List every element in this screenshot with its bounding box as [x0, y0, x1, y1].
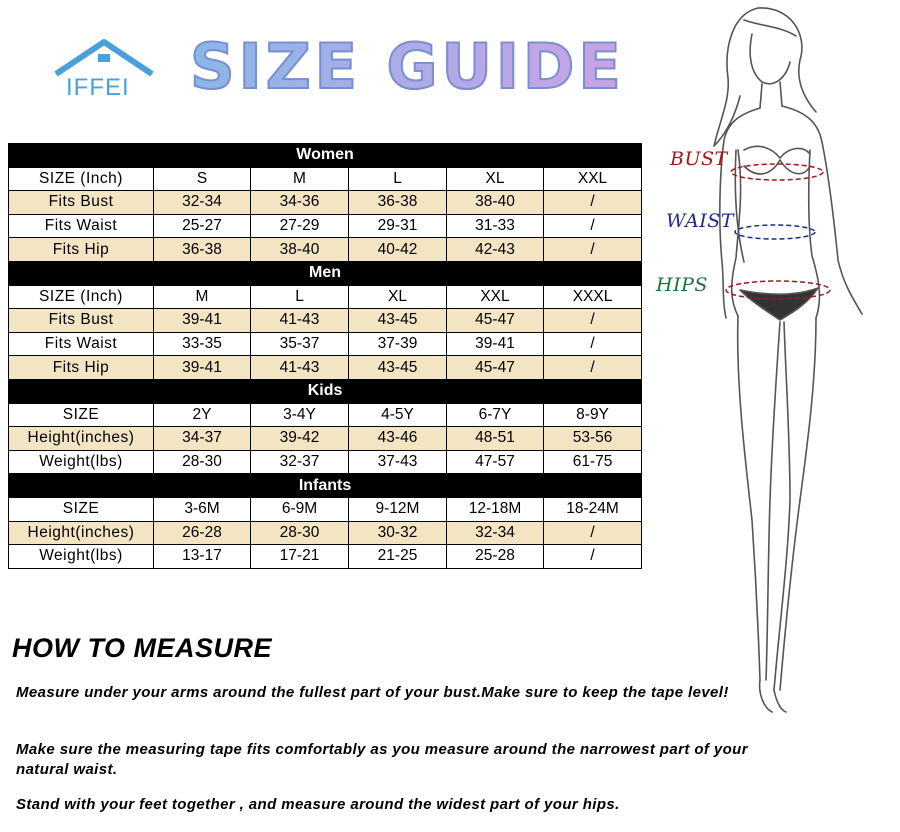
row-label: Height(inches): [9, 427, 154, 451]
table-cell: 39-41: [154, 356, 251, 380]
header-cell: SIZE (Inch): [9, 167, 154, 191]
table-header-row: [9, 497, 642, 521]
table-cell: 29-31: [349, 214, 447, 238]
header-cell: 9-12M: [349, 497, 447, 521]
table-cell: 35-37: [251, 332, 349, 356]
row-label: Fits Bust: [9, 191, 154, 215]
table-cell: 28-30: [154, 450, 251, 474]
table-cell: 53-56: [544, 427, 642, 451]
header-cell: SIZE: [9, 497, 154, 521]
header-cell: 6-7Y: [447, 403, 544, 427]
brand-name: IFFEI: [66, 74, 130, 101]
table-cell: 38-40: [251, 238, 349, 262]
section-header-women: [9, 144, 642, 168]
table-row: [9, 356, 642, 380]
hips-label: HIPS: [656, 274, 708, 296]
header-cell: 3-4Y: [251, 403, 349, 427]
table-header-row: [9, 285, 642, 309]
table-cell: 21-25: [349, 545, 447, 569]
table-cell: /: [544, 309, 642, 333]
table-cell: 32-37: [251, 450, 349, 474]
section-header-kids: [9, 379, 642, 403]
header-cell: L: [349, 167, 447, 191]
bust-label: BUST: [670, 148, 728, 170]
table-cell: 39-41: [154, 309, 251, 333]
table-cell: 34-36: [251, 191, 349, 215]
header-cell: M: [251, 167, 349, 191]
header-cell: 2Y: [154, 403, 251, 427]
table-cell: 41-43: [251, 309, 349, 333]
header-cell: 12-18M: [447, 497, 544, 521]
table-cell: 48-51: [447, 427, 544, 451]
table-row: [9, 332, 642, 356]
table-cell: 28-30: [251, 521, 349, 545]
header-cell: XL: [447, 167, 544, 191]
table-cell: /: [544, 191, 642, 215]
table-row: [9, 309, 642, 333]
table-cell: 39-42: [251, 427, 349, 451]
header-cell: 6-9M: [251, 497, 349, 521]
table-cell: 27-29: [251, 214, 349, 238]
row-label: Fits Bust: [9, 309, 154, 333]
table-cell: /: [544, 332, 642, 356]
table-cell: 32-34: [447, 521, 544, 545]
table-cell: /: [544, 214, 642, 238]
section-header-infants: [9, 474, 642, 498]
section-header-men: [9, 261, 642, 285]
table-cell: /: [544, 238, 642, 262]
bust-instruction: Measure under your arms around the fullest part of your bust.Make sure to keep the tape level!: [16, 684, 729, 701]
table-cell: 31-33: [447, 214, 544, 238]
header-cell: XXL: [447, 285, 544, 309]
header-cell: 18-24M: [544, 497, 642, 521]
section-title: Kids: [9, 379, 642, 403]
table-cell: 39-41: [447, 332, 544, 356]
table-cell: 45-47: [447, 356, 544, 380]
table-cell: 36-38: [154, 238, 251, 262]
row-label: Weight(lbs): [9, 450, 154, 474]
row-label: Height(inches): [9, 521, 154, 545]
row-label: Fits Hip: [9, 238, 154, 262]
row-label: Fits Hip: [9, 356, 154, 380]
table-cell: 33-35: [154, 332, 251, 356]
section-title: Men: [9, 261, 642, 285]
header-cell: 4-5Y: [349, 403, 447, 427]
header-cell: S: [154, 167, 251, 191]
table-cell: 40-42: [349, 238, 447, 262]
waist-instruction: Make sure the measuring tape fits comfortably as you measure around the narrowest part of your natural waist.: [16, 741, 748, 778]
table-row: [9, 214, 642, 238]
table-row: [9, 450, 642, 474]
table-row: [9, 238, 642, 262]
woman-silhouette-icon: [640, 0, 900, 720]
table-cell: /: [544, 545, 642, 569]
table-cell: 34-37: [154, 427, 251, 451]
header-cell: SIZE: [9, 403, 154, 427]
row-label: Weight(lbs): [9, 545, 154, 569]
header-cell: XXXL: [544, 285, 642, 309]
table-cell: 25-28: [447, 545, 544, 569]
header-cell: SIZE (Inch): [9, 285, 154, 309]
table-cell: 43-45: [349, 309, 447, 333]
table-cell: 45-47: [447, 309, 544, 333]
body-measurement-figure: [640, 0, 900, 720]
table-cell: 41-43: [251, 356, 349, 380]
page-title: SIZE GUIDE: [190, 30, 625, 103]
table-row: [9, 521, 642, 545]
table-cell: 36-38: [349, 191, 447, 215]
how-to-measure-heading: HOW TO MEASURE: [12, 633, 273, 663]
table-cell: 47-57: [447, 450, 544, 474]
table-row: [9, 191, 642, 215]
table-cell: 13-17: [154, 545, 251, 569]
size-chart-table: [8, 143, 642, 569]
table-row: [9, 545, 642, 569]
table-header-row: [9, 403, 642, 427]
table-cell: 61-75: [544, 450, 642, 474]
table-cell: 25-27: [154, 214, 251, 238]
table-row: [9, 427, 642, 451]
brand-logo: [54, 38, 154, 110]
table-cell: 43-46: [349, 427, 447, 451]
section-title: Infants: [9, 474, 642, 498]
table-cell: /: [544, 521, 642, 545]
table-cell: 26-28: [154, 521, 251, 545]
table-cell: 37-39: [349, 332, 447, 356]
section-title: Women: [9, 144, 642, 168]
table-cell: 42-43: [447, 238, 544, 262]
table-cell: 43-45: [349, 356, 447, 380]
row-label: Fits Waist: [9, 214, 154, 238]
waist-label: WAIST: [666, 210, 734, 232]
table-cell: 38-40: [447, 191, 544, 215]
table-cell: 32-34: [154, 191, 251, 215]
header-cell: 3-6M: [154, 497, 251, 521]
house-roof-icon: [54, 38, 154, 78]
table-cell: 17-21: [251, 545, 349, 569]
header-cell: L: [251, 285, 349, 309]
header-cell: XL: [349, 285, 447, 309]
header-cell: XXL: [544, 167, 642, 191]
hips-instruction: Stand with your feet together , and measure around the widest part of your hips.: [16, 796, 620, 813]
row-label: Fits Waist: [9, 332, 154, 356]
header-cell: M: [154, 285, 251, 309]
table-cell: 37-43: [349, 450, 447, 474]
header-cell: 8-9Y: [544, 403, 642, 427]
table-cell: /: [544, 356, 642, 380]
table-cell: 30-32: [349, 521, 447, 545]
table-header-row: [9, 167, 642, 191]
